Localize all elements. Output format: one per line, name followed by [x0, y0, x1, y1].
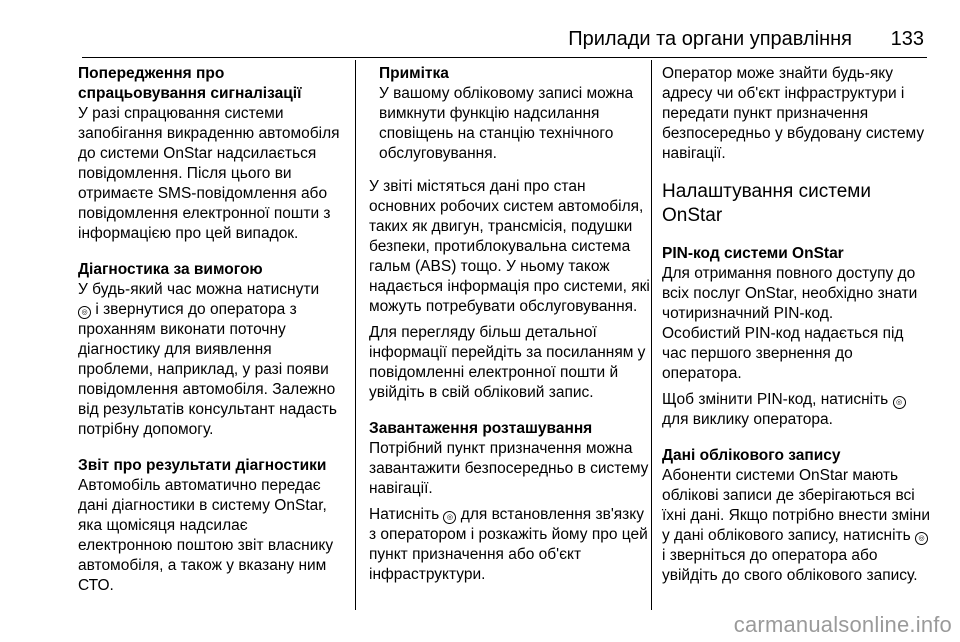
- header-rule: [82, 57, 927, 58]
- download-text: Потрібний пункт призначення можна завантажити безпосередньо в систему навігації.: [369, 440, 649, 497]
- onstar-button-icon: ◎: [78, 306, 91, 319]
- pin-text-2: Особистий PIN-код надається під час першого звернення до оператора.: [662, 325, 904, 382]
- onstar-button-icon: ◎: [893, 396, 906, 409]
- column-3: [662, 64, 930, 586]
- onstar-button-icon: ◎: [915, 532, 928, 545]
- pin-change-text: Щоб змінити PIN-код, натисніть ◎ для виклику оператора.: [662, 390, 930, 430]
- alarm-text: У разі спрацювання системи запобігання викраденню автомобіля до системи OnStar надсилається повідомлення. Після цього ви отримаєте SMS-повідомлення або повідомлення електронної пошти з інформацією про цей випадок.: [78, 105, 340, 242]
- column-2: [369, 64, 653, 585]
- page-number: 133: [890, 28, 924, 50]
- download-heading: Завантаження розташування: [369, 420, 593, 437]
- column-divider-1: [355, 60, 356, 610]
- pin-heading: PIN-код системи OnStar: [662, 245, 844, 262]
- details-text: Для перегляду більш детальної інформації перейдіть за посиланням у повідомленні електронної пошти й увійдіть в свій обліковий запис.: [369, 324, 646, 401]
- press-text: Натисніть ◎ для встановлення зв'язку з оператором і розкажіть йому про цей пункт призначення або об'єкт інфраструктури.: [369, 506, 648, 583]
- note-text: У вашому обліковому записі можна вимкнути функцію надсилання сповіщень на станцію технічного обслуговування.: [379, 85, 634, 162]
- account-text: Абоненти системи OnStar мають облікові записи де зберігаються всі їхні дані. Якщо потрібно внести зміни у дані облікового запису, натисніть ◎ і зверніться до оператора або увійдіть до свого облікового запису.: [662, 467, 930, 584]
- alarm-heading: Попередження про спрацьовування сигналізації: [78, 65, 302, 102]
- report-contents-text: У звіті містяться дані про стан основних робочих систем автомобіля, таких як двигун, трансмісія, подушки безпеки, протиблокувальна система гальм (ABS) тощо. У ньому також надається інформація про системи, які можуть потребувати обслуговування.: [369, 178, 650, 315]
- watermark: carmanualsonline.info: [733, 612, 952, 637]
- operator-text: Оператор може знайти будь-яку адресу чи об'єкт інфраструктури і передати пункт призначення безпосередньо у вбудовану систему навігації.: [662, 65, 925, 162]
- pin-text-1: Для отримання повного доступу до всіх послуг OnStar, необхідно знати чотиризначний PIN-код.: [662, 265, 918, 322]
- account-heading: Дані облікового запису: [662, 447, 841, 464]
- page-header: [0, 0, 960, 58]
- note-block: [369, 64, 653, 164]
- page-title: Прилади та органи управління: [568, 28, 852, 50]
- report-text: Автомобіль автоматично передає дані діагностики в систему OnStar, яка щомісяця надсилає електронною поштою звіт власнику автомобіля, а також у вказану ним СТО.: [78, 477, 334, 594]
- column-1: [78, 64, 346, 596]
- report-heading: Звіт про результати діагностики: [78, 457, 327, 474]
- settings-heading: Налаштування системи OnStar: [662, 181, 871, 226]
- diagnostics-text: У будь-який час можна натиснути ◎ і звернутися до оператора з проханням виконати поточну діагностику для виявлення проблеми, наприклад, у разі появи повідомлення автомобіля. Залежно від результатів консультант надасть потрібну допомогу.: [78, 281, 337, 438]
- onstar-button-icon: ◎: [443, 511, 456, 524]
- diagnostics-heading: Діагностика за вимогою: [78, 261, 263, 278]
- note-heading: Примітка: [379, 65, 449, 82]
